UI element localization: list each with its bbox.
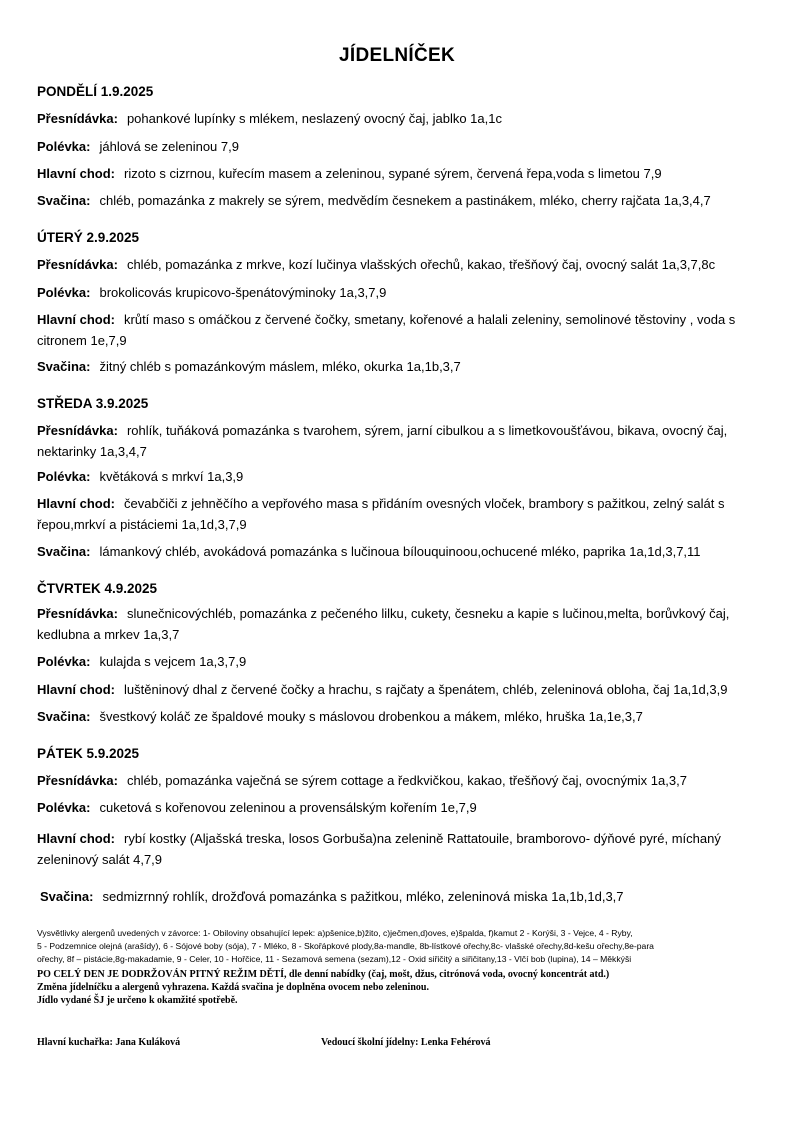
label-snack-pm: Svačina: [37, 359, 91, 374]
label-snack-am: Přesnídávka: [37, 423, 118, 438]
friday-main [37, 828, 757, 870]
consumption-note: Jídlo vydané ŠJ je určeno k okamžité spotřebě. [37, 995, 238, 1006]
footer-notes [37, 968, 777, 1007]
day-heading-friday: PÁTEK 5.9.2025 [37, 746, 140, 761]
meal-text: květáková s mrkví 1a,3,9 [99, 469, 244, 484]
meal-text: sedmizrnný rohlík, drožďová pomazánka s pažitkou, mléko, zeleninová miska 1a,1b,1d,3,7 [102, 889, 624, 904]
manager-signature: Vedoucí školní jídelny: Lenka Fehérová [321, 1037, 491, 1048]
label-snack-pm: Svačina: [37, 544, 91, 559]
label-snack-pm: Svačina: [37, 709, 91, 724]
allergen-legend-line: ořechy, 8f – pistácie,8g-makadamie, 9 - Celer, 10 - Hořčice, 11 - Sezamová semena (sezam),12 - Oxid siřičitý a siřičitany,13 - Vlčí bob (lupina), 14 – Měkkýši [37, 954, 632, 964]
label-main: Hlavní chod: [37, 831, 116, 846]
meal-text: krůtí maso s omáčkou z červené čočky, smetany, kořenové a halali zeleniny, semolinové těstoviny , voda s citronem 1e,7,9 [37, 312, 736, 348]
meal-text: čevabčiči z jehněčího a vepřového masa s přidáním ovesných vloček, brambory s pažitkou, zelný salát s řepou,mrkví a pistáciemi 1a,1d,3,7,9 [37, 496, 725, 532]
meal-text: slunečnicovýchléb, pomazánka z pečeného lilku, cukety, česneku a kapie s lučinou,melta, borůvkový čaj, kedlubna a mrkev 1a,3,7 [37, 606, 730, 642]
menu-change-note: Změna jídelníčku a alergenů vyhrazena. Každá svačina je doplněna ovocem nebo zeleninou. [37, 982, 429, 993]
meal-text: chléb, pomazánka z mrkve, kozí lučinya vlašských ořechů, kakao, třešňový čaj, ovocný salát 1a,3,7,8c [126, 257, 716, 272]
allergen-legend-line: Vysvětlivky alergenů uvedených v závorce: 1- Obiloviny obsahující lepek: a)pšenice,b)žito, c)ječmen,d)oves, e)špalda, f)kamut 2 - Korýši, 3 - Vejce, 4 - Ryby, [37, 928, 633, 938]
label-soup: Polévka: [37, 800, 91, 815]
label-snack-am: Přesnídávka: [37, 773, 118, 788]
meal-text: žitný chléb s pomazánkovým máslem, mléko, okurka 1a,1b,3,7 [99, 359, 461, 374]
meal-text: brokolicovás krupicovo-špenátovýminoky 1a,3,7,9 [99, 285, 387, 300]
meal-text: pohankové lupínky s mlékem, neslazený ovocný čaj, jablko 1a,1c [126, 111, 502, 126]
day-heading-thursday: ČTVRTEK 4.9.2025 [37, 581, 158, 596]
meal-text: jáhlová se zeleninou 7,9 [99, 139, 239, 154]
meal-text: chléb, pomazánka vaječná se sýrem cottage a ředkvičkou, kakao, třešňový čaj, ovocnýmix 1a,3,7 [126, 773, 687, 788]
wednesday-soup [37, 466, 757, 487]
thursday-snack-pm [37, 706, 757, 727]
allergen-legend [37, 927, 757, 966]
thursday-main [37, 679, 757, 700]
meal-text: švestkový koláč ze špaldové mouky s máslovou drobenkou a mákem, mléko, hruška 1a,1e,3,7 [99, 709, 643, 724]
day-heading-tuesday: ÚTERÝ 2.9.2025 [37, 230, 140, 245]
label-main: Hlavní chod: [37, 496, 116, 511]
friday-soup [37, 797, 757, 818]
meal-text: luštěninový dhal z červené čočky a hrachu, s rajčaty a špenátem, chléb, zeleninová obloha, čaj 1a,1d,3,9 [124, 682, 728, 697]
day-heading-monday: PONDĚLÍ 1.9.2025 [37, 84, 154, 99]
meal-text: lámankový chléb, avokádová pomazánka s lučinoua bílouquinoou,ochucené mléko, paprika 1a,1d,3,7,11 [99, 544, 701, 559]
friday-snack-pm [40, 886, 760, 907]
label-snack-am: Přesnídávka: [37, 111, 118, 126]
monday-main [37, 163, 757, 184]
tuesday-main [37, 309, 757, 351]
meal-text: cuketová s kořenovou zeleninou a provensálským kořením 1e,7,9 [99, 800, 477, 815]
meal-text: chléb, pomazánka z makrely se sýrem, medvědím česnekem a pastinákem, mléko, cherry rajčata 1a,3,4,7 [99, 193, 711, 208]
label-soup: Polévka: [37, 469, 91, 484]
wednesday-main [37, 493, 757, 535]
meal-text: kulajda s vejcem 1a,3,7,9 [99, 654, 247, 669]
label-soup: Polévka: [37, 654, 91, 669]
tuesday-soup [37, 282, 757, 303]
meal-text: rybí kostky (Aljašská treska, losos Gorbuša)na zelenině Rattatouile, bramborovo- dýňové pyré, míchaný zeleninový salát 4,7,9 [37, 831, 721, 867]
meal-text: rizoto s cizrnou, kuřecím masem a zeleninou, sypané sýrem, červená řepa,voda s limetou 7,9 [124, 166, 662, 181]
drinking-regime-note: PO CELÝ DEN JE DODRŽOVÁN PITNÝ REŽIM DĚTÍ, dle denní nabídky (čaj, mošt, džus, citrónová voda, ovocný koncentrát atd.) [37, 969, 610, 980]
label-main: Hlavní chod: [37, 682, 116, 697]
thursday-soup [37, 651, 757, 672]
tuesday-snack-am [37, 254, 757, 275]
monday-snack-am [37, 108, 757, 129]
thursday-snack-am [37, 603, 757, 645]
label-main: Hlavní chod: [37, 166, 116, 181]
tuesday-snack-pm [37, 356, 757, 377]
head-cook-signature: Hlavní kuchařka: Jana Kuláková [37, 1037, 181, 1048]
label-snack-am: Přesnídávka: [37, 257, 118, 272]
label-snack-am: Přesnídávka: [37, 606, 118, 621]
label-soup: Polévka: [37, 139, 91, 154]
label-snack-pm: Svačina: [37, 193, 91, 208]
monday-snack-pm [37, 190, 757, 211]
label-soup: Polévka: [37, 285, 91, 300]
label-snack-pm: Svačina: [40, 889, 94, 904]
label-main: Hlavní chod: [37, 312, 116, 327]
monday-soup [37, 136, 757, 157]
meal-text: rohlík, tuňáková pomazánka s tvarohem, sýrem, jarní cibulkou a s limetkovoušťávou, bikava, ovocný čaj, nektarinky 1a,3,4,7 [37, 423, 728, 459]
friday-snack-am [37, 770, 757, 791]
wednesday-snack-pm [37, 541, 757, 562]
wednesday-snack-am [37, 420, 757, 462]
page-title: JÍDELNÍČEK [339, 45, 455, 66]
day-heading-wednesday: STŘEDA 3.9.2025 [37, 396, 149, 411]
allergen-legend-line: 5 - Podzemnice olejná (arašídy), 6 - Sójové boby (sója), 7 - Mléko, 8 - Skořápkové plody,8a-mandle, 8b-lístkové ořechy,8c- vlašské ořechy,8d-kešu ořechy,8e-para [37, 941, 654, 951]
